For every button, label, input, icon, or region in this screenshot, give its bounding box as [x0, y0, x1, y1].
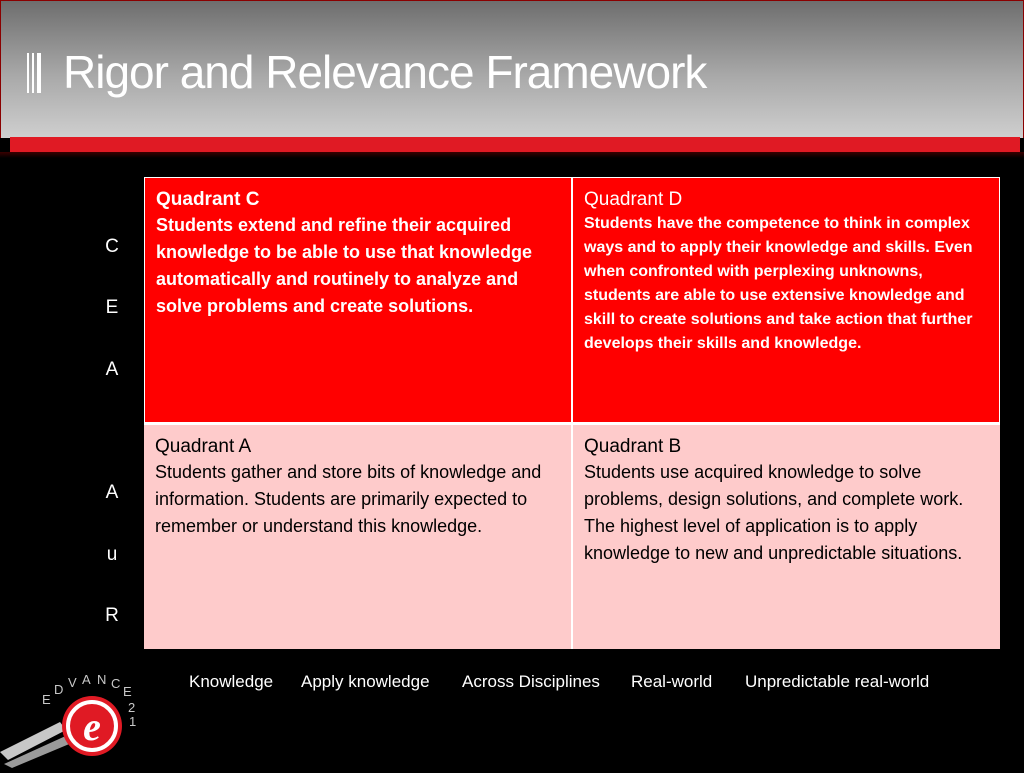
quadrant-b-text: Students use acquired knowledge to solve problems, design solutions, and complete work. The highest level of application is to apply knowledge to new and unpredictable situations. [584, 462, 964, 563]
x-axis-label: Real-world [631, 672, 713, 691]
quadrant-d-title: Quadrant D [584, 189, 683, 210]
x-axis-label: Knowledge [189, 672, 274, 691]
quadrant-d [572, 177, 1000, 423]
y-axis-letter: u [106, 544, 118, 565]
svg-text:e: e [83, 704, 101, 749]
x-axis-label: Across Disciplines [462, 672, 600, 691]
quadrant-b [572, 423, 1000, 649]
header-stripe-shadow [0, 152, 1024, 158]
y-axis-letter: R [105, 605, 119, 626]
edvance21-logo [0, 660, 145, 768]
quadrant-c-text: Students extend and refine their acquired knowledge to be able to use that knowledge automatically and routinely to analyze and solve problems and create solutions. [156, 215, 533, 316]
quadrant-grid [144, 177, 1000, 649]
y-axis-letter: E [105, 297, 119, 318]
x-axis-label: Unpredictable real-world [745, 672, 930, 691]
quadrant-c [144, 177, 572, 423]
x-axis-labels [0, 672, 1024, 696]
quadrant-a-text: Students gather and store bits of knowledge and information. Students are primarily expected to remember or understand this knowledge. [155, 462, 542, 536]
y-axis-letter: C [105, 236, 119, 257]
quadrant-a-title: Quadrant A [155, 436, 252, 457]
header-red-stripe [10, 137, 1020, 152]
quadrant-a [144, 423, 572, 649]
slide-header [0, 0, 1024, 138]
slide-title: Rigor and Relevance Framework [63, 46, 707, 98]
title-bars-icon [27, 53, 41, 93]
x-axis-label: Apply knowledge [301, 672, 430, 691]
y-axis-letter: A [105, 359, 119, 380]
quadrant-c-title: Quadrant C [156, 189, 260, 210]
quadrant-d-text: Students have the competence to think in complex ways and to apply their knowledge and skills. Even when confronted with perplexing unknowns, students are able to use extensive knowledge and skill to create solutions and take action that further develops their skills and knowledge. [584, 215, 973, 352]
edvance21-logo-icon [0, 660, 145, 768]
quadrant-b-title: Quadrant B [584, 436, 682, 457]
y-axis-letter: A [105, 482, 119, 503]
svg-text:E D V A: E D V A N C E 2 1 [42, 672, 139, 729]
